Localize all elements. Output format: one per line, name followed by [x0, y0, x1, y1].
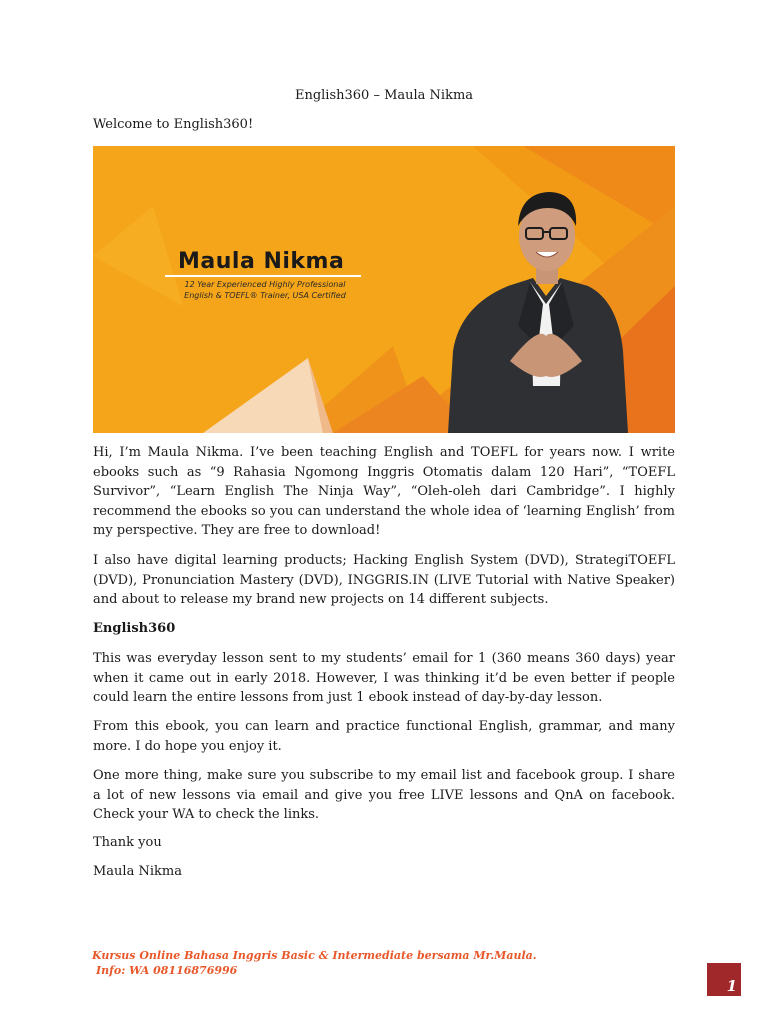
products-paragraph: I also have digital learning products; Hacking English System (DVD), StrategiTOEFL (DVD), Pronunciation Mastery (DVD), INGGRIS.IN (LIVE Tutorial with Native Speaker) and about to release my brand new projects on 14 different subjects. — [93, 553, 675, 607]
banner-name: Maula Nikma — [178, 249, 345, 274]
page-number-underline — [707, 996, 741, 998]
banner-subtitle-line1: 12 Year Experienced Highly Professional — [184, 280, 346, 289]
banner-divider — [165, 275, 361, 277]
footer-course-text: Kursus Online Bahasa Inggris Basic & Intermediate bersama Mr.Maula. — [92, 949, 537, 962]
footer-contact-text: Info: WA 08116876996 — [96, 964, 238, 977]
person-photo — [438, 186, 638, 433]
about-paragraph: This was everyday lesson sent to my students’ email for 1 (360 means 360 days) year when it came out in early 2018. However, I was thinking it’d be even better if people could learn the entire lessons from just 1 ebook instead of day-by-day lesson. — [93, 651, 675, 705]
banner-subtitle-line2: English & TOEFL® Trainer, USA Certified — [184, 291, 346, 300]
banner-subtitle — [165, 279, 365, 301]
document-title: English360 – Maula Nikma — [294, 88, 474, 103]
thanks-text: Thank you — [93, 835, 162, 850]
banner-image — [93, 146, 675, 433]
ebook-paragraph: From this ebook, you can learn and practice functional English, grammar, and many more. I do hope you enjoy it. — [93, 719, 675, 754]
intro-paragraph: Hi, I’m Maula Nikma. I’ve been teaching English and TOEFL for years now. I write ebooks such as “9 Rahasia Ngomong Inggris Otomatis dalam 120 Hari”, “TOEFL Survivor”, “Learn English The Ninja Way”, “Oleh-oleh dari Cambridge”. I highly recommend the ebooks so you can understand the whole idea of ‘learning English’ from my perspective. They are free to download! — [93, 445, 675, 538]
subscribe-paragraph: One more thing, make sure you subscribe to my email list and facebook group. I share a lot of new lessons via email and give you free LIVE lessons and QnA on facebook. Check your WA to check the links. — [93, 768, 675, 822]
welcome-text: Welcome to English360! — [93, 117, 254, 132]
signature: Maula Nikma — [93, 864, 182, 879]
page-number-box — [707, 963, 741, 997]
section-heading: English360 — [93, 621, 176, 636]
page-number: 1 — [726, 977, 737, 995]
